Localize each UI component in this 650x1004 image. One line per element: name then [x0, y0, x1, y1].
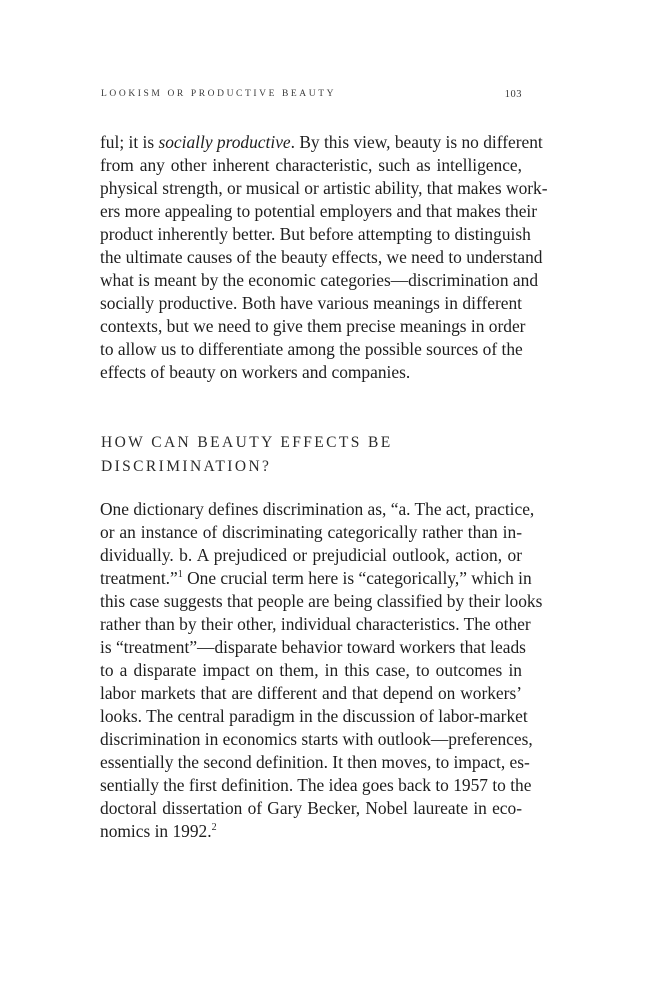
paragraph-line: nomics in 1992.$^2$ — [100, 821, 217, 841]
paragraph-line: looks. The central paradigm in the discussion of labor-market — [100, 706, 528, 726]
paragraph-1 — [100, 131, 548, 384]
paragraph-line: ful; it is socially productive. By this view, beauty is no different — [100, 132, 543, 152]
paragraph-line: what is meant by the economic categories—discrimination and — [100, 270, 539, 290]
paragraph-line: to allow us to differentiate among the possible sources of the — [100, 339, 523, 359]
paragraph-line: the ultimate causes of the beauty effects, we need to understand — [100, 247, 543, 267]
paragraph-line: or an instance of discriminating categorically rather than in- — [100, 522, 522, 542]
running-head-title: LOOKISM OR PRODUCTIVE BEAUTY — [101, 89, 337, 99]
paragraph-line: dividually. b. A prejudiced or prejudicial outlook, action, or — [100, 545, 522, 565]
footnote-ref-1[interactable]: 1 — [177, 569, 183, 580]
paragraph-line: socially productive. Both have various meanings in different — [100, 293, 522, 313]
paragraph-line: doctoral dissertation of Gary Becker, Nobel laureate in eco- — [100, 798, 522, 818]
running-head — [101, 89, 522, 103]
paragraph-line: treatment.”$^1$ One crucial term here is “categorically,” which in — [100, 568, 532, 588]
footnote-ref-2[interactable]: 2 — [211, 822, 217, 833]
paragraph-line: to a disparate impact on them, in this case, to outcomes in — [100, 660, 522, 680]
paragraph-line: One dictionary defines discrimination as, “a. The act, practice, — [100, 499, 535, 519]
paragraph-line: contexts, but we need to give them precise meanings in order — [100, 316, 526, 336]
paragraph-line: sentially the first definition. The idea goes back to 1957 to the — [100, 775, 532, 795]
paragraph-line: physical strength, or musical or artistic ability, that makes work- — [100, 178, 548, 198]
paragraph-line: ers more appealing to potential employers and that makes their — [100, 201, 538, 221]
paragraph-line: essentially the second definition. It then moves, to impact, es- — [100, 752, 530, 772]
section-heading-line: HOW CAN BEAUTY EFFECTS BE — [101, 434, 393, 451]
paragraph-line: this case suggests that people are being classified by their looks — [100, 591, 543, 611]
paragraph-line: labor markets that are different and that depend on workers’ — [100, 683, 522, 703]
paragraph-line: discrimination in economics starts with outlook—preferences, — [100, 729, 533, 749]
paragraph-line: rather than by their other, individual characteristics. The other — [100, 614, 531, 634]
paragraph-line: product inherently better. But before attempting to distinguish — [100, 224, 531, 244]
section-heading — [101, 431, 521, 479]
paragraph-line: is “treatment”—disparate behavior toward workers that leads — [100, 637, 526, 657]
paragraph-2 — [100, 498, 543, 843]
paragraph-line: from any other inherent characteristic, such as intelligence, — [100, 155, 522, 175]
page-number: 103 — [504, 89, 522, 100]
paragraph-line: effects of beauty on workers and companies. — [100, 362, 411, 382]
section-heading-line: DISCRIMINATION? — [101, 458, 272, 475]
italic-term: socially productive — [158, 132, 291, 152]
